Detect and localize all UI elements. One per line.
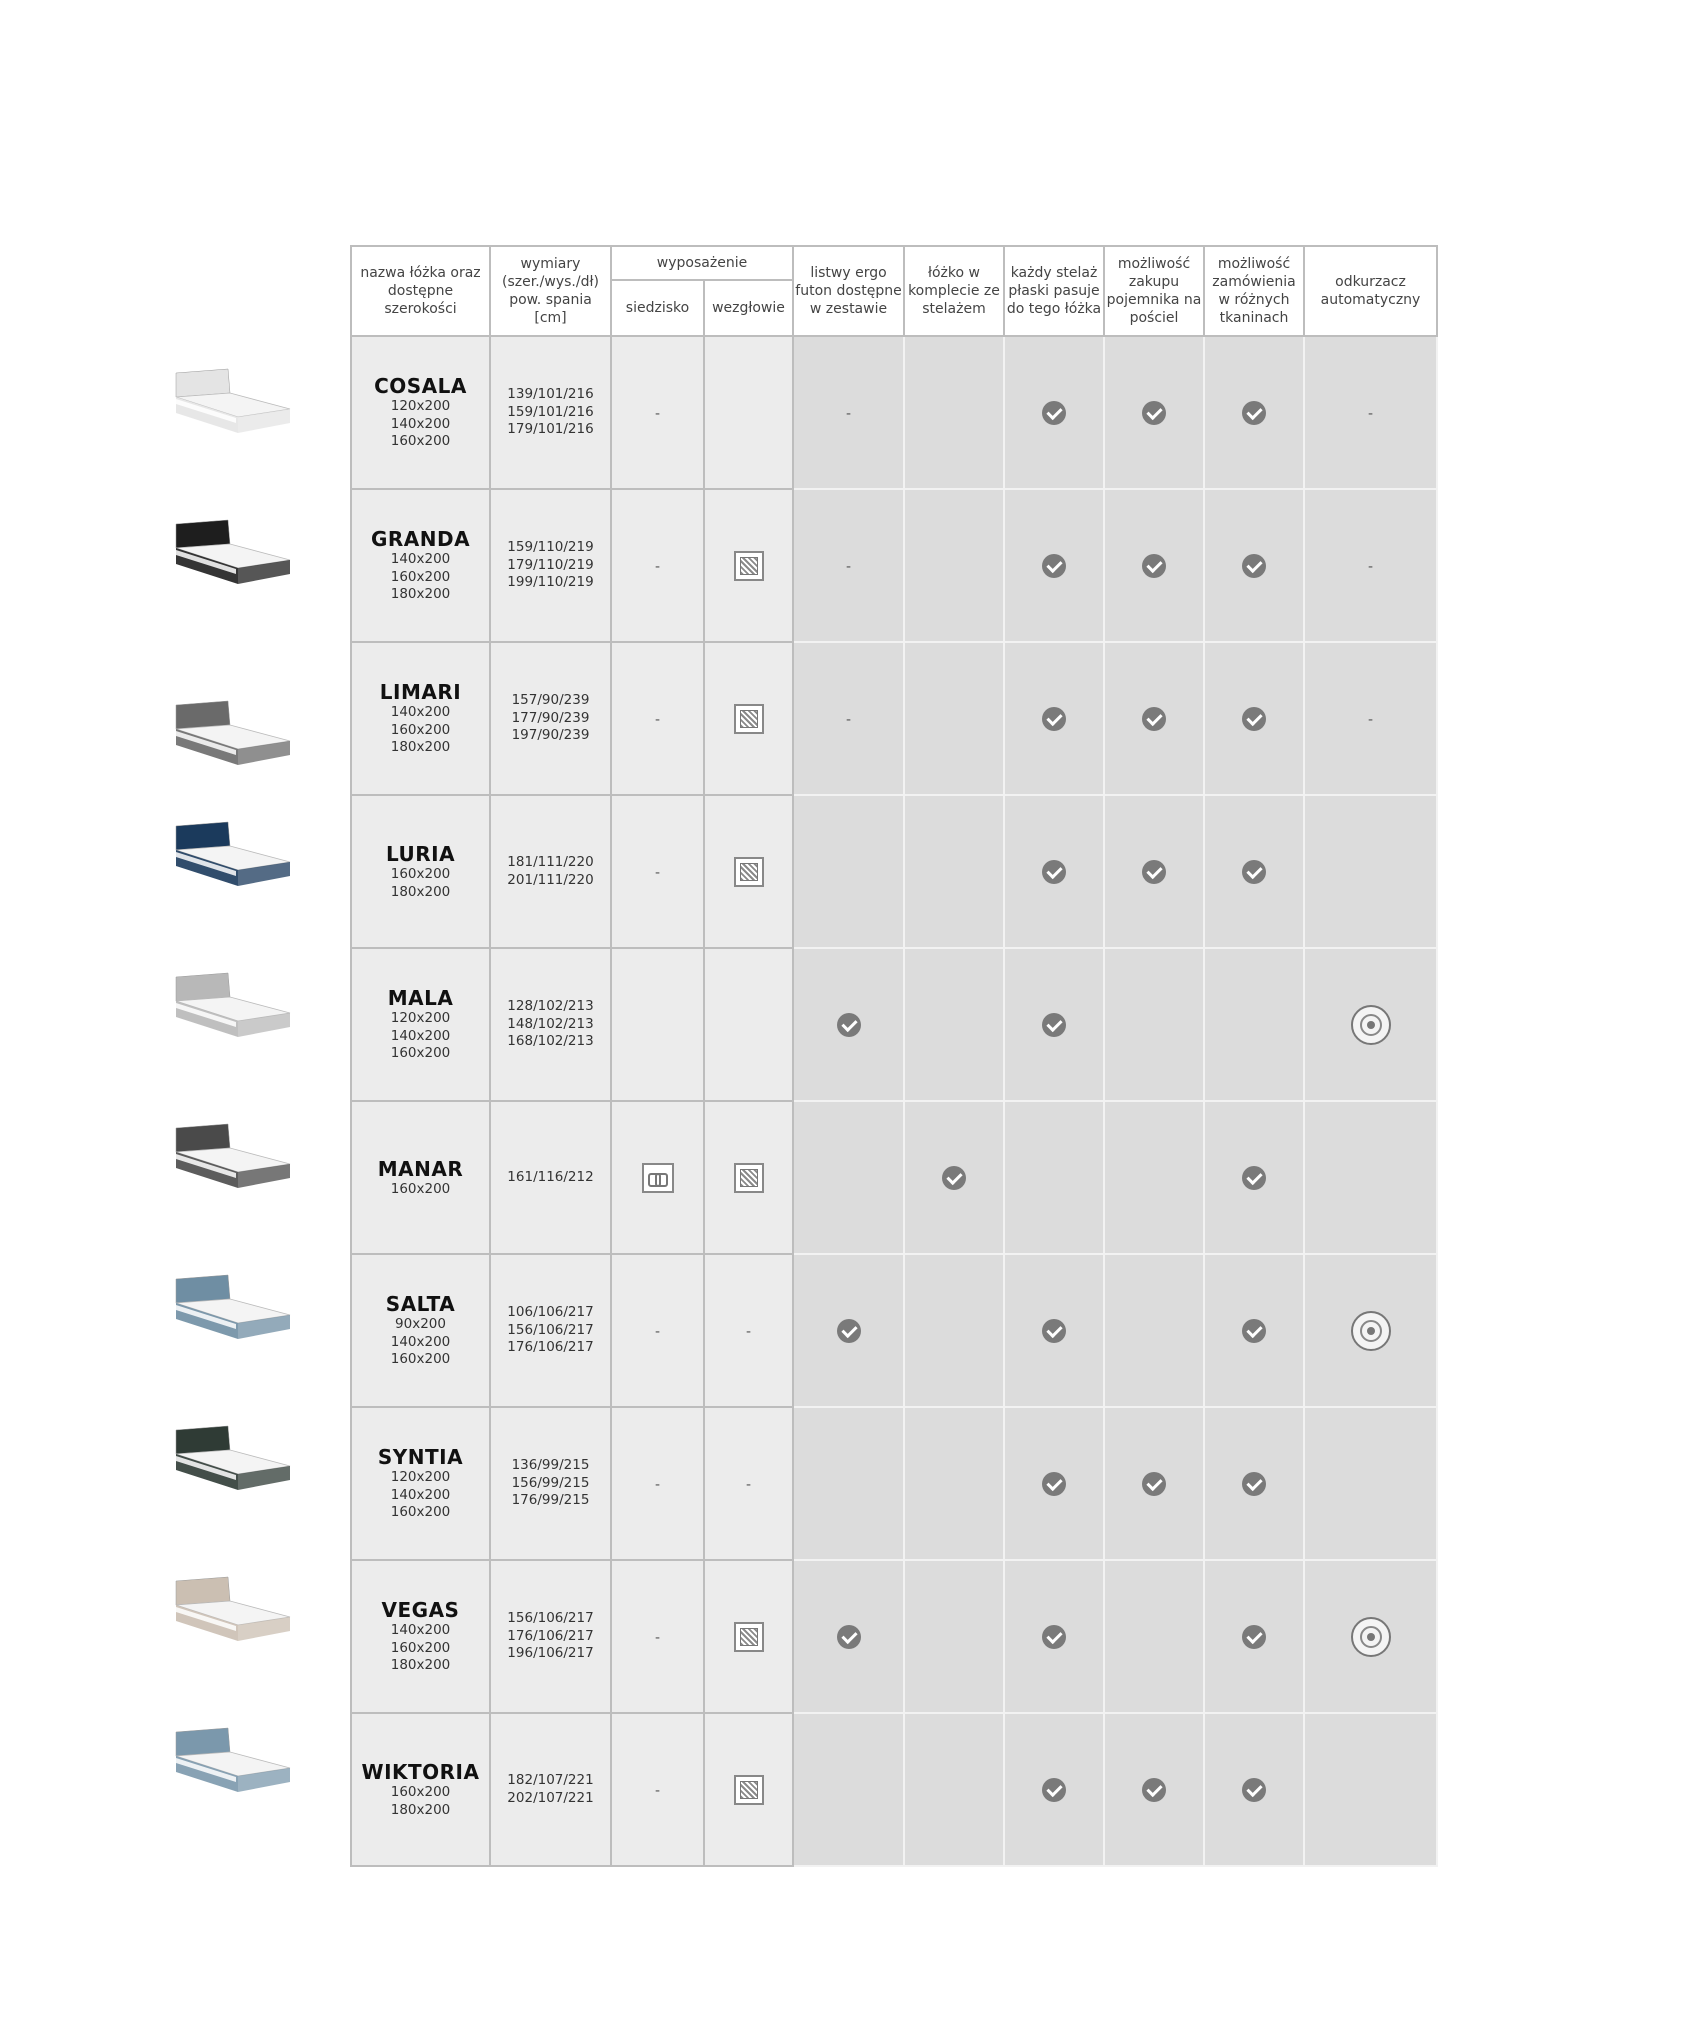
- bed-image: [168, 1722, 298, 1814]
- seat-cell: [611, 795, 704, 948]
- check-icon: [1242, 707, 1266, 731]
- dimension-value: 106/106/217: [507, 1304, 594, 1321]
- bed-illustration: [168, 363, 298, 455]
- seat-cell: [611, 948, 704, 1101]
- check-icon: [1042, 1778, 1066, 1802]
- header-headboard: wezgłowie: [704, 280, 793, 336]
- bed-name-cell: [351, 1254, 490, 1407]
- dimension-value: 181/111/220: [507, 854, 594, 870]
- container-cell: [1104, 1101, 1204, 1254]
- bed-size: 160x200: [390, 1784, 451, 1800]
- bed-sizes: [352, 1010, 489, 1063]
- vacuum-cell: [1304, 1560, 1437, 1713]
- vacuum-cell: [1304, 948, 1437, 1101]
- bed-sizes: [352, 398, 489, 451]
- dash-mark: -: [654, 1783, 661, 1799]
- dash-mark: -: [654, 1630, 661, 1646]
- dash-mark: -: [845, 559, 852, 575]
- ergo-cell: [793, 1560, 904, 1713]
- bed-size: 160x200: [390, 1045, 451, 1062]
- frame-cell: [904, 1101, 1004, 1254]
- dimensions-cell: [490, 1407, 611, 1560]
- robot-vacuum-icon: [1351, 1617, 1391, 1657]
- header-fabrics: możliwość zamówienia w różnych tkaninach: [1204, 246, 1304, 336]
- bed-name: LIMARI: [379, 680, 462, 705]
- check-icon: [1242, 554, 1266, 578]
- fabric-icon: [734, 704, 764, 734]
- bed-name-cell: [351, 795, 490, 948]
- table-row: [351, 1560, 1437, 1713]
- dash-mark: -: [745, 1324, 752, 1340]
- check-icon: [1142, 1472, 1166, 1496]
- vacuum-cell: [1304, 489, 1437, 642]
- check-icon: [1142, 860, 1166, 884]
- bed-size: 180x200: [390, 739, 451, 756]
- bed-name-cell: [351, 1713, 490, 1866]
- flat-frame-cell: [1004, 642, 1104, 795]
- check-icon: [1242, 401, 1266, 425]
- header-ergo: listwy ergo futon dostępne w zestawie: [793, 246, 904, 336]
- ergo-cell: [793, 336, 904, 489]
- bed-size: 120x200: [390, 398, 451, 415]
- check-icon: [1242, 860, 1266, 884]
- bed-size: 140x200: [390, 1486, 451, 1503]
- headboard-cell: [704, 948, 793, 1101]
- bed-sizes: [352, 1469, 489, 1522]
- fabrics-cell: [1204, 948, 1304, 1101]
- headboard-cell: [704, 1407, 793, 1560]
- check-icon: [837, 1013, 861, 1037]
- bed-image: [168, 1420, 298, 1512]
- dimension-value: 136/99/215: [511, 1457, 590, 1474]
- ergo-cell: [793, 795, 904, 948]
- container-cell: [1104, 948, 1204, 1101]
- dimension-value: 139/101/216: [507, 386, 594, 403]
- dimension-value: 182/107/221: [507, 1772, 594, 1788]
- dimension-value: 201/111/220: [507, 871, 594, 888]
- dash-mark: -: [654, 406, 661, 422]
- bed-image: [168, 967, 298, 1059]
- check-icon: [1042, 1013, 1066, 1037]
- bed-size: 180x200: [390, 586, 451, 603]
- dash-mark: -: [654, 1477, 661, 1493]
- bed-name-cell: [351, 642, 490, 795]
- fabric-icon: [734, 551, 764, 581]
- bed-image: [168, 816, 298, 908]
- robot-vacuum-icon: [1351, 1005, 1391, 1045]
- bed-size: 90x200: [395, 1316, 446, 1333]
- seat-cell: [611, 336, 704, 489]
- dimension-value: 202/107/221: [507, 1789, 594, 1806]
- check-icon: [1242, 1778, 1266, 1802]
- bed-sizes: [352, 1784, 489, 1819]
- dash-mark: -: [745, 1477, 752, 1493]
- seat-cell: [611, 1407, 704, 1560]
- bed-illustration: [168, 816, 298, 908]
- flat-frame-cell: [1004, 1560, 1104, 1713]
- bed-size: 140x200: [390, 704, 451, 721]
- bed-name-cell: [351, 1560, 490, 1713]
- bed-illustration: [168, 1722, 298, 1814]
- check-icon: [942, 1166, 966, 1190]
- container-cell: [1104, 336, 1204, 489]
- dimension-value: 199/110/219: [507, 574, 594, 591]
- dash-mark: -: [1367, 406, 1374, 422]
- table-row: [351, 1101, 1437, 1254]
- check-icon: [1042, 707, 1066, 731]
- frame-cell: [904, 1713, 1004, 1866]
- container-cell: [1104, 1407, 1204, 1560]
- bed-size: 180x200: [390, 1801, 451, 1818]
- headboard-cell: [704, 1560, 793, 1713]
- frame-cell: [904, 1254, 1004, 1407]
- bed-sizes: [352, 1316, 489, 1369]
- bed-size: 140x200: [390, 415, 451, 432]
- check-icon: [1242, 1472, 1266, 1496]
- headboard-cell: [704, 1254, 793, 1407]
- headboard-cell: [704, 1713, 793, 1866]
- bed-image: [168, 1269, 298, 1361]
- container-cell: [1104, 489, 1204, 642]
- header-flat-frame: każdy stelaż płaski pasuje do tego łóżka: [1004, 246, 1104, 336]
- bed-name: SYNTIA: [377, 1445, 464, 1470]
- fabrics-cell: [1204, 1560, 1304, 1713]
- dimension-value: 156/99/215: [511, 1474, 590, 1491]
- check-icon: [1042, 860, 1066, 884]
- fabrics-cell: [1204, 1254, 1304, 1407]
- header-name: nazwa łóżka oraz dostępne szerokości: [351, 246, 490, 336]
- bed-name-cell: [351, 1101, 490, 1254]
- dimensions-cell: [490, 1713, 611, 1866]
- bed-name-cell: [351, 948, 490, 1101]
- bed-name-cell: [351, 1407, 490, 1560]
- seat-icon: [642, 1163, 674, 1193]
- dimension-value: 179/101/216: [507, 421, 594, 438]
- bed-illustration: [168, 1571, 298, 1663]
- table-row: [351, 489, 1437, 642]
- dimensions-cell: [490, 642, 611, 795]
- frame-cell: [904, 1407, 1004, 1560]
- bed-size: 160x200: [390, 568, 451, 585]
- dash-mark: -: [654, 865, 661, 881]
- dimension-value: 159/110/219: [507, 539, 594, 556]
- container-cell: [1104, 795, 1204, 948]
- fabrics-cell: [1204, 489, 1304, 642]
- fabrics-cell: [1204, 642, 1304, 795]
- seat-cell: [611, 489, 704, 642]
- bed-name: SALTA: [385, 1292, 456, 1317]
- vacuum-cell: [1304, 1101, 1437, 1254]
- check-icon: [1042, 1625, 1066, 1649]
- dimension-value: 197/90/239: [511, 727, 590, 744]
- ergo-cell: [793, 489, 904, 642]
- dash-mark: -: [1367, 712, 1374, 728]
- dimension-value: 157/90/239: [511, 692, 590, 709]
- bed-image: [168, 1571, 298, 1663]
- robot-vacuum-icon: [1351, 1311, 1391, 1351]
- fabric-icon: [734, 857, 764, 887]
- bed-size: 160x200: [390, 721, 451, 738]
- bed-illustration: [168, 1269, 298, 1361]
- flat-frame-cell: [1004, 948, 1104, 1101]
- ergo-cell: [793, 948, 904, 1101]
- dash-mark: -: [1367, 559, 1374, 575]
- bed-illustration: [168, 695, 298, 787]
- headboard-cell: [704, 1101, 793, 1254]
- table-body: [351, 336, 1437, 1866]
- ergo-cell: [793, 1254, 904, 1407]
- bed-name-cell: [351, 336, 490, 489]
- bed-image: [168, 1118, 298, 1210]
- fabrics-cell: [1204, 795, 1304, 948]
- frame-cell: [904, 948, 1004, 1101]
- bed-name: LURIA: [385, 842, 456, 866]
- flat-frame-cell: [1004, 1713, 1104, 1866]
- bed-illustration: [168, 1118, 298, 1210]
- table-row: [351, 1713, 1437, 1866]
- vacuum-cell: [1304, 795, 1437, 948]
- bed-size: 120x200: [390, 1010, 451, 1027]
- table-row: [351, 336, 1437, 489]
- bed-comparison-table-wrap: [350, 245, 1438, 1867]
- dimension-value: 168/102/213: [507, 1033, 594, 1050]
- seat-cell: [611, 1713, 704, 1866]
- check-icon: [1142, 401, 1166, 425]
- dimension-value: 176/106/217: [507, 1627, 594, 1644]
- frame-cell: [904, 1560, 1004, 1713]
- dimension-value: 176/106/217: [507, 1339, 594, 1356]
- check-icon: [1042, 554, 1066, 578]
- check-icon: [1242, 1319, 1266, 1343]
- bed-size: 140x200: [390, 551, 451, 568]
- bed-name: COSALA: [374, 374, 467, 399]
- vacuum-cell: [1304, 1407, 1437, 1560]
- fabrics-cell: [1204, 1407, 1304, 1560]
- bed-name-cell: [351, 489, 490, 642]
- bed-size: 120x200: [390, 1469, 451, 1486]
- bed-size: 160x200: [390, 433, 451, 450]
- vacuum-cell: [1304, 336, 1437, 489]
- headboard-cell: [704, 642, 793, 795]
- bed-size: 180x200: [390, 883, 451, 900]
- dimension-value: 128/102/213: [507, 998, 594, 1015]
- bed-size: 140x200: [390, 1622, 451, 1639]
- dash-mark: -: [654, 559, 661, 575]
- flat-frame-cell: [1004, 336, 1104, 489]
- dimension-value: 159/101/216: [507, 403, 594, 420]
- header-equipment: wyposażenie: [611, 246, 793, 280]
- bed-sizes: [352, 1622, 489, 1675]
- dash-mark: -: [654, 1324, 661, 1340]
- flat-frame-cell: [1004, 795, 1104, 948]
- bed-image: [168, 514, 298, 606]
- check-icon: [1042, 401, 1066, 425]
- bed-size: 140x200: [390, 1027, 451, 1044]
- bed-name: MALA: [387, 986, 454, 1011]
- headboard-cell: [704, 795, 793, 948]
- check-icon: [1142, 554, 1166, 578]
- bed-image: [168, 695, 298, 787]
- bed-name: MANAR: [377, 1156, 464, 1181]
- vacuum-cell: [1304, 642, 1437, 795]
- header-frame: łóżko w komplecie ze stelażem: [904, 246, 1004, 336]
- dimension-value: 161/116/212: [507, 1168, 594, 1185]
- dash-mark: -: [654, 712, 661, 728]
- seat-cell: [611, 1254, 704, 1407]
- check-icon: [1142, 707, 1166, 731]
- container-cell: [1104, 1713, 1204, 1866]
- dash-mark: -: [845, 406, 852, 422]
- flat-frame-cell: [1004, 489, 1104, 642]
- dimension-value: 148/102/213: [507, 1015, 594, 1032]
- dimension-value: 156/106/217: [507, 1321, 594, 1338]
- fabrics-cell: [1204, 1713, 1304, 1866]
- ergo-cell: [793, 642, 904, 795]
- frame-cell: [904, 336, 1004, 489]
- bed-size: 160x200: [390, 1351, 451, 1368]
- bed-name: VEGAS: [381, 1598, 460, 1623]
- check-icon: [1242, 1166, 1266, 1190]
- dimension-value: 156/106/217: [507, 1610, 594, 1627]
- bed-size: 160x200: [390, 1504, 451, 1521]
- dimensions-cell: [490, 1101, 611, 1254]
- dimension-value: 177/90/239: [511, 709, 590, 726]
- container-cell: [1104, 1560, 1204, 1713]
- check-icon: [1242, 1625, 1266, 1649]
- bed-sizes: [352, 866, 489, 901]
- ergo-cell: [793, 1713, 904, 1866]
- bed-name: GRANDA: [370, 527, 471, 552]
- container-cell: [1104, 642, 1204, 795]
- check-icon: [1042, 1472, 1066, 1496]
- dash-mark: -: [845, 712, 852, 728]
- bed-sizes: [352, 551, 489, 604]
- headboard-cell: [704, 336, 793, 489]
- bed-size: 140x200: [390, 1333, 451, 1350]
- flat-frame-cell: [1004, 1407, 1104, 1560]
- frame-cell: [904, 642, 1004, 795]
- bed-illustration: [168, 514, 298, 606]
- dimension-value: 176/99/215: [511, 1492, 590, 1509]
- vacuum-cell: [1304, 1254, 1437, 1407]
- dimensions-cell: [490, 336, 611, 489]
- ergo-cell: [793, 1101, 904, 1254]
- check-icon: [1042, 1319, 1066, 1343]
- fabric-icon: [734, 1775, 764, 1805]
- bed-comparison-table: [350, 245, 1438, 1867]
- check-icon: [837, 1319, 861, 1343]
- header-vacuum: odkurzacz automatyczny: [1304, 246, 1437, 336]
- dimension-value: 196/106/217: [507, 1645, 594, 1662]
- ergo-cell: [793, 1407, 904, 1560]
- seat-cell: [611, 642, 704, 795]
- bed-size: 180x200: [390, 1657, 451, 1674]
- bed-sizes: [352, 1181, 489, 1199]
- frame-cell: [904, 795, 1004, 948]
- dimension-value: 179/110/219: [507, 556, 594, 573]
- dimensions-cell: [490, 489, 611, 642]
- seat-cell: [611, 1560, 704, 1713]
- bed-name: WIKTORIA: [361, 1760, 480, 1784]
- check-icon: [837, 1625, 861, 1649]
- table-row: [351, 795, 1437, 948]
- fabrics-cell: [1204, 336, 1304, 489]
- bed-illustration: [168, 1420, 298, 1512]
- fabric-icon: [734, 1163, 764, 1193]
- flat-frame-cell: [1004, 1254, 1104, 1407]
- bed-illustration: [168, 967, 298, 1059]
- fabrics-cell: [1204, 1101, 1304, 1254]
- bed-size: 160x200: [390, 1180, 451, 1197]
- header-dimensions: wymiary (szer./wys./dł) pow. spania [cm]: [490, 246, 611, 336]
- headboard-cell: [704, 489, 793, 642]
- vacuum-cell: [1304, 1713, 1437, 1866]
- dimensions-cell: [490, 948, 611, 1101]
- table-row: [351, 1407, 1437, 1560]
- container-cell: [1104, 1254, 1204, 1407]
- dimensions-cell: [490, 1560, 611, 1713]
- flat-frame-cell: [1004, 1101, 1104, 1254]
- bed-size: 160x200: [390, 1639, 451, 1656]
- dimensions-cell: [490, 795, 611, 948]
- dimensions-cell: [490, 1254, 611, 1407]
- table-row: [351, 642, 1437, 795]
- table-row: [351, 948, 1437, 1101]
- bed-sizes: [352, 704, 489, 757]
- bed-image: [168, 363, 298, 455]
- table-row: [351, 1254, 1437, 1407]
- check-icon: [1142, 1778, 1166, 1802]
- frame-cell: [904, 489, 1004, 642]
- fabric-icon: [734, 1622, 764, 1652]
- bed-size: 160x200: [390, 866, 451, 882]
- header-container: możliwość zakupu pojemnika na pościel: [1104, 246, 1204, 336]
- seat-cell: [611, 1101, 704, 1254]
- header-seat: siedzisko: [611, 280, 704, 336]
